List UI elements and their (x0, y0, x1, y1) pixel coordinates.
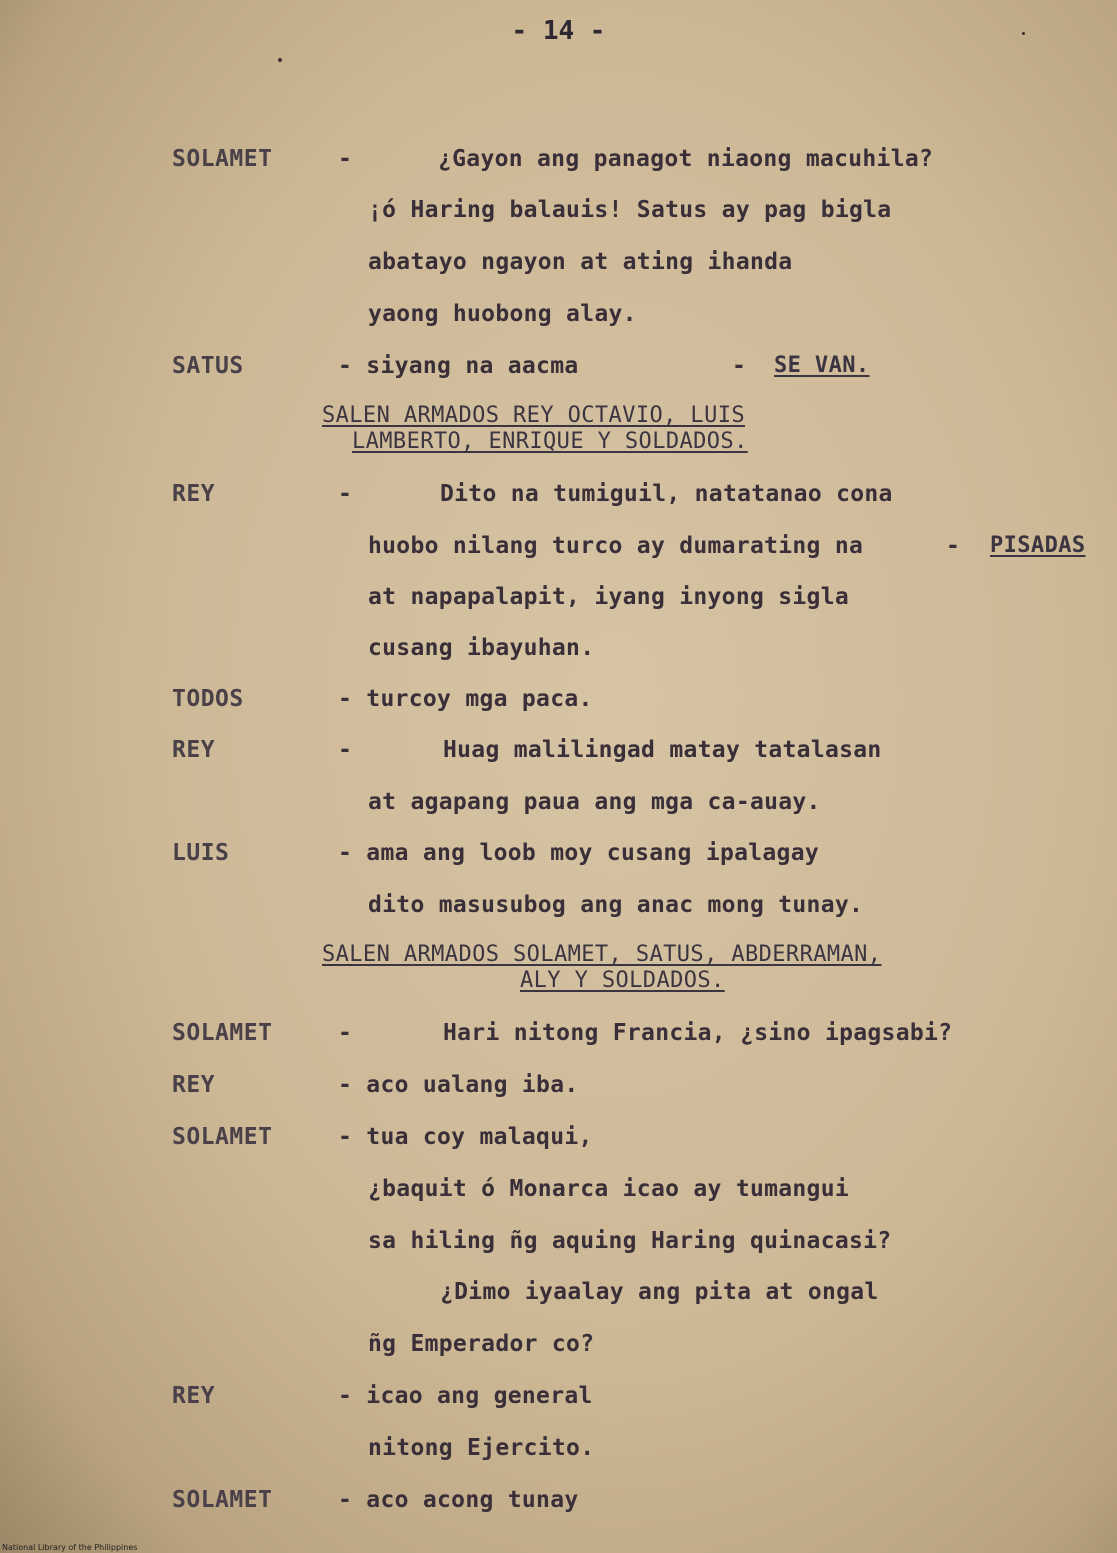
dialogue-line: at napapalapit, iyang inyong sigla (368, 584, 850, 610)
speaker-name: REY (172, 737, 216, 763)
dialogue-dash: - (338, 737, 352, 763)
dialogue-line: dito masusubog ang anac mong tunay. (368, 892, 864, 918)
cue-dash: - (732, 353, 747, 379)
paper-speck (278, 58, 282, 62)
dialogue-line: ¿Dimo iyaalay ang pita at ongal (440, 1279, 879, 1305)
speaker-name: SOLAMET (172, 1020, 273, 1046)
dialogue-line: Hari nitong Francia, ¿sino ipagsabi? (443, 1020, 953, 1046)
dialogue-line: Huag malilingad matay tatalasan (443, 737, 882, 763)
dialogue-dash: - (338, 481, 352, 507)
dialogue-line: - ama ang loob moy cusang ipalagay (338, 840, 820, 866)
dialogue-line: - tua coy malaqui, (338, 1124, 593, 1150)
dialogue-line: - aco ualang iba. (338, 1072, 579, 1098)
speaker-name: SOLAMET (172, 1487, 273, 1513)
cue-dash: - (946, 533, 961, 559)
stage-direction: ALY Y SOLDADOS. (520, 968, 725, 993)
speaker-name: REY (172, 1383, 216, 1409)
speaker-name: TODOS (172, 686, 244, 712)
stage-direction: LAMBERTO, ENRIQUE Y SOLDADOS. (352, 429, 748, 454)
speaker-name: SOLAMET (172, 146, 273, 172)
dialogue-line: - aco acong tunay (338, 1487, 579, 1513)
dialogue-line: abatayo ngayon at ating ihanda (368, 249, 793, 275)
dialogue-dash: - (338, 1020, 352, 1046)
speaker-name: LUIS (172, 840, 230, 866)
speaker-name: REY (172, 481, 216, 507)
library-credit: National Library of the Philippines (2, 1543, 138, 1552)
stage-direction: SALEN ARMADOS SOLAMET, SATUS, ABDERRAMAN, (322, 942, 882, 967)
dialogue-line: cusang ibayuhan. (368, 635, 595, 661)
dialogue-line: ¿baquit ó Monarca icao ay tumangui (368, 1176, 850, 1202)
stage-cue: PISADAS (990, 533, 1086, 558)
speaker-name: SATUS (172, 353, 244, 379)
dialogue-line: nitong Ejercito. (368, 1435, 595, 1461)
dialogue-line: Dito na tumiguil, natatanao cona (440, 481, 893, 507)
dialogue-line: at agapang paua ang mga ca-auay. (368, 789, 821, 815)
dialogue-line: - icao ang general (338, 1383, 593, 1409)
dialogue-line: sa hiling ñg aquing Haring quinacasi? (368, 1228, 892, 1254)
dialogue-line: ñg Emperador co? (368, 1331, 595, 1357)
dialogue-line: ¿Gayon ang panagot niaong macuhila? (438, 146, 934, 172)
dialogue-line: huobo nilang turco ay dumarating na (368, 533, 864, 559)
dialogue-line: - turcoy mga paca. (338, 686, 593, 712)
speaker-name: REY (172, 1072, 216, 1098)
dialogue-line: - siyang na aacma (338, 353, 579, 379)
dialogue-line: yaong huobong alay. (368, 301, 637, 327)
dialogue-dash: - (338, 146, 352, 172)
stage-cue: SE VAN. (774, 353, 870, 378)
dialogue-line: ¡ó Haring balauis! Satus ay pag bigla (368, 197, 892, 223)
stage-direction: SALEN ARMADOS REY OCTAVIO, LUIS (322, 403, 745, 428)
paper-speck (1022, 32, 1025, 35)
speaker-name: SOLAMET (172, 1124, 273, 1150)
page-number: - 14 - (511, 16, 606, 46)
